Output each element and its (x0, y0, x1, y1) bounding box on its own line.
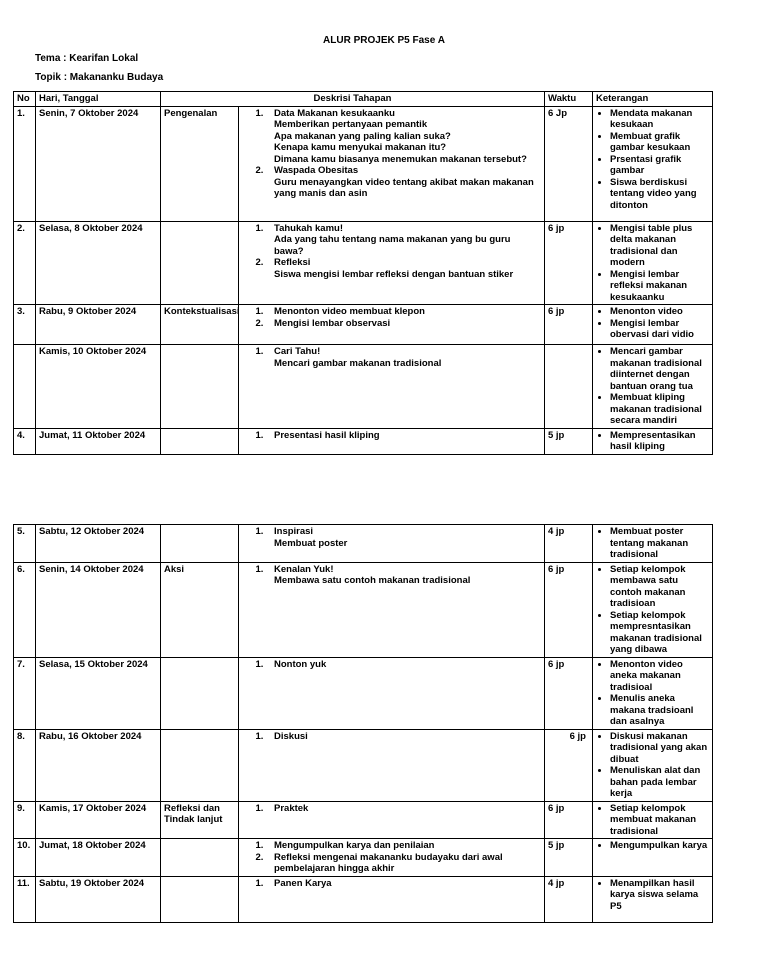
row-tahap (161, 729, 239, 801)
row-waktu (545, 345, 593, 429)
step-detail: Kenapa kamu menyukai makanan itu? (274, 142, 447, 153)
row-no: 2. (14, 221, 36, 305)
table-row (14, 221, 713, 305)
row-waktu: 4 jp (545, 525, 593, 563)
row-keterangan (593, 106, 713, 221)
row-tahap (161, 345, 239, 429)
row-tanggal: Senin, 7 Oktober 2024 (36, 106, 161, 221)
step-list (242, 564, 541, 587)
schedule-table-1 (13, 91, 713, 455)
keterangan-item: • Mengisi lembar refleksi makanan kesukaanku (610, 269, 709, 304)
row-keterangan (593, 801, 713, 839)
row-tanggal: Kamis, 17 Oktober 2024 (36, 801, 161, 839)
row-no: 10. (14, 839, 36, 877)
step-title: 2. Waspada Obesitas (274, 165, 359, 176)
step-list (242, 803, 541, 815)
keterangan-item: • Mengisi table plus delta makanan tradisional dan modern (610, 223, 709, 269)
step-detail: Membawa satu contoh makanan tradisional (274, 575, 471, 586)
table-row (14, 305, 713, 345)
row-no: 8. (14, 729, 36, 801)
row-deskripsi (239, 221, 545, 305)
row-keterangan (593, 876, 713, 922)
step-list (242, 306, 541, 329)
header-tanggal: Hari, Tanggal (36, 92, 161, 107)
row-waktu: 6 jp (545, 221, 593, 305)
row-tanggal: Jumat, 18 Oktober 2024 (36, 839, 161, 877)
row-waktu: 6 jp (545, 657, 593, 729)
row-tanggal: Selasa, 8 Oktober 2024 (36, 221, 161, 305)
row-tahap (161, 428, 239, 454)
table-row (14, 525, 713, 563)
step-item (266, 852, 541, 875)
row-deskripsi (239, 428, 545, 454)
keterangan-item: • Setiap kelompok mempresntasikan makanan tradisional yang dibawa (610, 610, 709, 656)
step-title: 1. Tahukah kamu! (274, 222, 343, 234)
keterangan-list (596, 430, 709, 453)
step-title: 1. Diskusi (274, 730, 308, 742)
step-detail: Siswa mengisi lembar refleksi dengan bantuan stiker (274, 268, 514, 280)
keterangan-list (596, 223, 709, 304)
step-list (242, 840, 541, 875)
row-deskripsi (239, 562, 545, 657)
row-keterangan (593, 525, 713, 563)
keterangan-list (596, 878, 709, 913)
step-title: 1. Nonton yuk (274, 658, 327, 670)
step-list (242, 526, 541, 549)
table-row (14, 106, 713, 221)
table-header-row (14, 92, 713, 107)
row-no: 3. (14, 305, 36, 345)
step-title: 2. Refleksi mengenai makananku budayaku dari awal pembelajaran hingga akhir (274, 851, 503, 874)
row-waktu: 5 jp (545, 839, 593, 877)
row-deskripsi (239, 525, 545, 563)
row-tanggal: Rabu, 16 Oktober 2024 (36, 729, 161, 801)
row-deskripsi (239, 839, 545, 877)
step-item (266, 108, 541, 166)
row-tanggal: Jumat, 11 Oktober 2024 (36, 428, 161, 454)
row-waktu: 6 jp (545, 801, 593, 839)
table-row (14, 876, 713, 922)
step-detail: Mencari gambar makanan tradisional (274, 357, 442, 369)
row-keterangan (593, 657, 713, 729)
keterangan-item: • Mencari gambar makanan tradisional diinternet dengan bantuan orang tua (610, 346, 709, 392)
keterangan-item: • Mempresentasikan hasil kliping (610, 430, 709, 453)
step-detail: Apa makanan yang paling kalian suka? (274, 130, 451, 142)
row-tahap (161, 876, 239, 922)
step-list (242, 223, 541, 281)
row-tahap (161, 221, 239, 305)
step-title: 1. Mengumpulkan karya dan penilaian (274, 840, 435, 851)
keterangan-list (596, 306, 709, 341)
keterangan-list (596, 659, 709, 728)
keterangan-item: • Setiap kelompok membuat makanan tradisional (610, 803, 709, 838)
row-tahap: Refleksi dan Tindak lanjut (161, 801, 239, 839)
row-keterangan (593, 562, 713, 657)
row-deskripsi (239, 801, 545, 839)
row-no: 9. (14, 801, 36, 839)
row-keterangan (593, 345, 713, 429)
table-row (14, 657, 713, 729)
table-row (14, 801, 713, 839)
step-item (266, 223, 541, 258)
row-keterangan (593, 839, 713, 877)
row-no: 4. (14, 428, 36, 454)
step-title: 1. Panen Karya (274, 877, 332, 889)
tema-line: Tema : Kearifan Lokal (35, 53, 139, 64)
keterangan-list (596, 526, 709, 561)
step-title: 1. Inspirasi (274, 526, 314, 537)
step-list (242, 430, 541, 442)
keterangan-item: • Menonton video (610, 306, 709, 318)
row-waktu: 4 jp (545, 876, 593, 922)
row-no: 7. (14, 657, 36, 729)
table-row (14, 428, 713, 454)
row-tahap: Pengenalan (161, 106, 239, 221)
row-tanggal: Sabtu, 19 Oktober 2024 (36, 876, 161, 922)
topik-line: Topik : Makananku Budaya (35, 72, 164, 83)
header-deskripsi: Deskrisi Tahapan (161, 92, 545, 107)
step-item (266, 526, 541, 549)
row-waktu: 5 jp (545, 428, 593, 454)
keterangan-item: • Membuat kliping makanan tradisional secara mandiri (610, 392, 709, 427)
table-row (14, 345, 713, 429)
row-tahap (161, 657, 239, 729)
row-tahap (161, 839, 239, 877)
step-item (266, 659, 541, 671)
step-title: 1. Kenalan Yuk! (274, 563, 334, 575)
step-detail: Guru menayangkan video tentang akibat makan makanan yang manis dan asin (274, 176, 534, 199)
keterangan-item: • Siswa berdiskusi tentang video yang ditonton (610, 177, 709, 212)
step-list (242, 659, 541, 671)
row-no: 6. (14, 562, 36, 657)
row-keterangan (593, 305, 713, 345)
row-tahap: Kontekstualisasi (161, 305, 239, 345)
row-waktu: 6 jp (545, 729, 593, 801)
row-tahap: Aksi (161, 562, 239, 657)
row-deskripsi (239, 657, 545, 729)
header-waktu: Waktu (545, 92, 593, 107)
step-item (266, 257, 541, 280)
keterangan-list (596, 840, 709, 852)
row-tanggal: Kamis, 10 Oktober 2024 (36, 345, 161, 429)
step-item (266, 564, 541, 587)
row-tanggal: Rabu, 9 Oktober 2024 (36, 305, 161, 345)
row-no: 5. (14, 525, 36, 563)
table-row (14, 839, 713, 877)
row-deskripsi (239, 345, 545, 429)
keterangan-list (596, 346, 709, 427)
keterangan-item: • Menampilkan hasil karya siswa selama P5 (610, 878, 709, 913)
step-list (242, 346, 541, 369)
step-detail: Memberikan pertanyaan pemantik (274, 119, 428, 130)
table-row (14, 729, 713, 801)
step-title: 2. Refleksi (274, 257, 311, 268)
keterangan-list (596, 564, 709, 656)
row-no: 1. (14, 106, 36, 221)
table-row (14, 562, 713, 657)
keterangan-list (596, 803, 709, 838)
header-no: No (14, 92, 36, 107)
step-list (242, 878, 541, 890)
row-tanggal: Selasa, 15 Oktober 2024 (36, 657, 161, 729)
keterangan-item: • Menulis aneka makana tradsioanl dan asalnya (610, 693, 709, 728)
row-waktu: 6 jp (545, 562, 593, 657)
row-keterangan (593, 428, 713, 454)
step-title: 1. Praktek (274, 802, 309, 814)
keterangan-item: • Membuat grafik gambar kesukaan (610, 131, 709, 154)
row-deskripsi (239, 305, 545, 345)
keterangan-list (596, 731, 709, 800)
step-detail: Ada yang tahu tentang nama makanan yang bu guru bawa? (274, 234, 511, 257)
row-tahap (161, 525, 239, 563)
row-tanggal: Senin, 14 Oktober 2024 (36, 562, 161, 657)
row-keterangan (593, 729, 713, 801)
keterangan-item: • Menonton video aneka makanan tradisioal (610, 659, 709, 694)
step-detail: Dimana kamu biasanya menemukan makanan tersebut? (274, 153, 527, 165)
keterangan-list (596, 108, 709, 212)
step-title: 1. Menonton video membuat klepon (274, 306, 425, 317)
header-keterangan: Keterangan (593, 92, 713, 107)
document-title: ALUR PROJEK P5 Fase A (323, 35, 445, 46)
row-waktu: 6 jp (545, 305, 593, 345)
step-item (266, 840, 541, 852)
keterangan-item: • Prsentasi grafik gambar (610, 154, 709, 177)
keterangan-item: • Menuliskan alat dan bahan pada lembar kerja (610, 765, 709, 800)
row-tanggal: Sabtu, 12 Oktober 2024 (36, 525, 161, 563)
row-deskripsi (239, 876, 545, 922)
schedule-table-2 (13, 524, 713, 923)
step-item (266, 318, 541, 330)
keterangan-item: • Setiap kelompok membawa satu contoh makanan tradisioan (610, 564, 709, 610)
step-list (242, 108, 541, 200)
step-title: 1. Data Makanan kesukaanku (274, 107, 395, 119)
step-item (266, 306, 541, 318)
step-item (266, 803, 541, 815)
step-item (266, 430, 541, 442)
keterangan-item: • Membuat poster tentang makanan tradisional (610, 526, 709, 561)
keterangan-item: • Diskusi makanan tradisional yang akan dibuat (610, 731, 709, 766)
row-keterangan (593, 221, 713, 305)
step-detail: Membuat poster (274, 537, 348, 549)
keterangan-item: • Mendata makanan kesukaan (610, 108, 709, 131)
row-waktu: 6 Jp (545, 106, 593, 221)
row-no (14, 345, 36, 429)
keterangan-item: • Mengumpulkan karya (610, 840, 709, 852)
step-title: 1. Presentasi hasil kliping (274, 429, 380, 441)
row-deskripsi (239, 729, 545, 801)
step-item (266, 165, 541, 200)
step-list (242, 731, 541, 743)
step-title: 2. Mengisi lembar observasi (274, 317, 391, 329)
step-item (266, 878, 541, 890)
step-title: 1. Cari Tahu! (274, 346, 321, 357)
step-item (266, 731, 541, 743)
step-item (266, 346, 541, 369)
row-deskripsi (239, 106, 545, 221)
keterangan-item: • Mengisi lembar obervasi dari vidio (610, 318, 709, 341)
row-no: 11. (14, 876, 36, 922)
